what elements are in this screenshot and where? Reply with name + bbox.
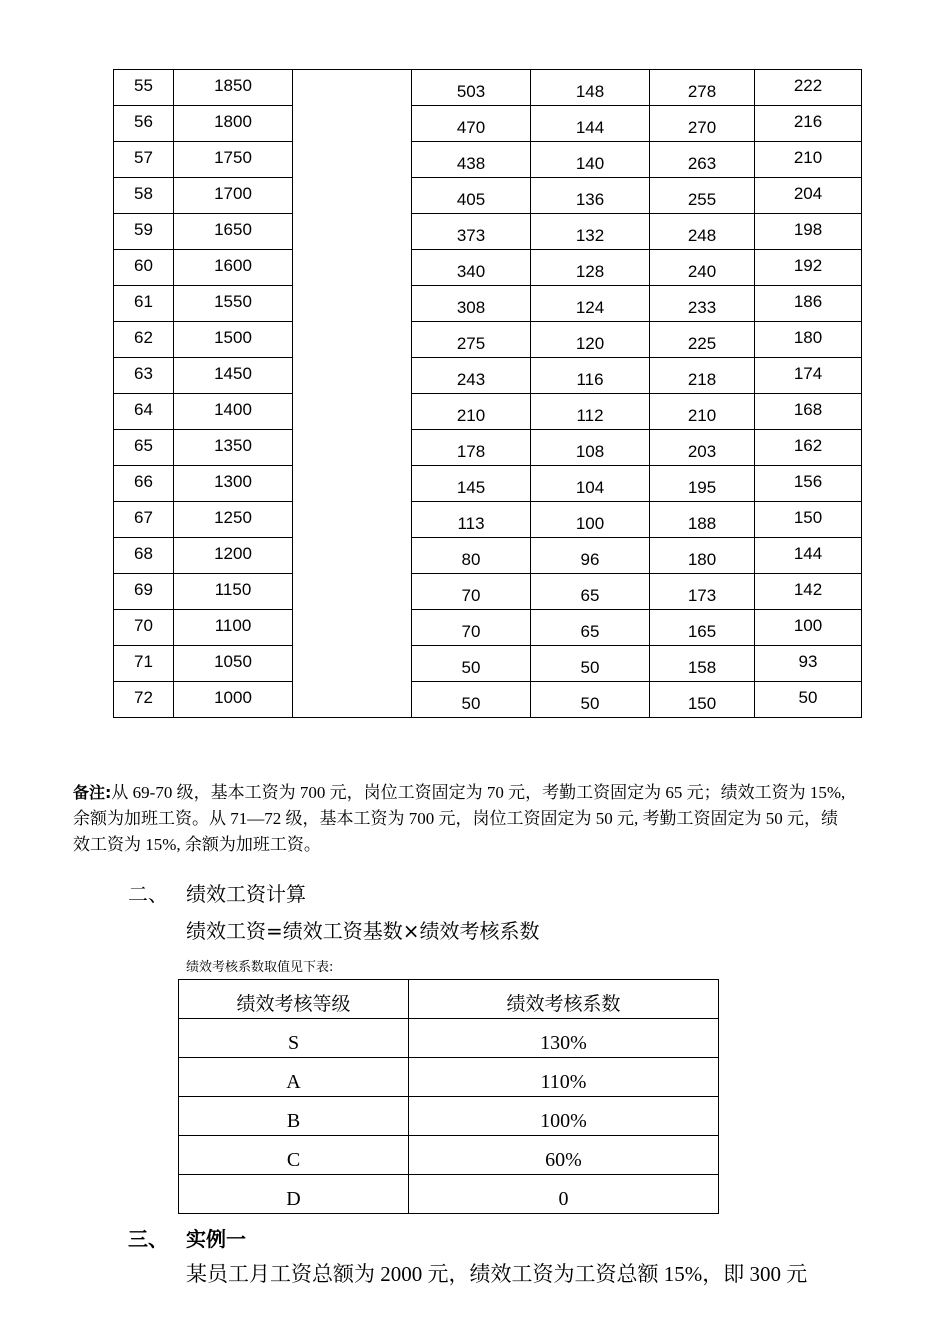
grade-cell: 71	[114, 646, 174, 682]
level-cell: S	[179, 1019, 409, 1058]
empty-cell	[293, 646, 412, 682]
value-cell: 50	[755, 682, 862, 718]
value-cell: 136	[531, 178, 650, 214]
total-cell: 1200	[174, 538, 293, 574]
value-cell: 218	[650, 358, 755, 394]
value-cell: 216	[755, 106, 862, 142]
value-cell: 100	[755, 610, 862, 646]
empty-cell	[293, 394, 412, 430]
empty-cell	[293, 574, 412, 610]
table-row	[114, 466, 862, 502]
empty-cell	[293, 286, 412, 322]
empty-cell	[293, 322, 412, 358]
value-cell: 243	[412, 358, 531, 394]
empty-cell	[293, 430, 412, 466]
coef-cell: 110%	[409, 1058, 719, 1097]
value-cell: 50	[412, 682, 531, 718]
coef-header-level: 绩效考核等级	[179, 980, 409, 1019]
formula-text: 绩效工资=绩效工资基数×绩效考核系数	[186, 919, 540, 943]
grade-cell: 59	[114, 214, 174, 250]
level-cell: B	[179, 1097, 409, 1136]
value-cell: 50	[412, 646, 531, 682]
value-cell: 198	[755, 214, 862, 250]
empty-cell	[293, 70, 412, 106]
table-row	[114, 682, 862, 718]
coef-header-coef: 绩效考核系数	[409, 980, 719, 1019]
value-cell: 116	[531, 358, 650, 394]
value-cell: 180	[650, 538, 755, 574]
table-row	[179, 1136, 719, 1175]
coefficient-table	[178, 979, 719, 1214]
total-cell: 1550	[174, 286, 293, 322]
value-cell: 233	[650, 286, 755, 322]
value-cell: 113	[412, 502, 531, 538]
grade-cell: 67	[114, 502, 174, 538]
value-cell: 438	[412, 142, 531, 178]
value-cell: 148	[531, 70, 650, 106]
value-cell: 255	[650, 178, 755, 214]
grade-cell: 64	[114, 394, 174, 430]
value-cell: 188	[650, 502, 755, 538]
empty-cell	[293, 610, 412, 646]
value-cell: 70	[412, 610, 531, 646]
value-cell: 263	[650, 142, 755, 178]
note-label: 备注:	[73, 783, 112, 802]
table-row	[114, 358, 862, 394]
value-cell: 162	[755, 430, 862, 466]
level-cell: A	[179, 1058, 409, 1097]
total-cell: 1750	[174, 142, 293, 178]
empty-cell	[293, 466, 412, 502]
value-cell: 100	[531, 502, 650, 538]
table-row	[114, 430, 862, 466]
value-cell: 340	[412, 250, 531, 286]
salary-grade-table	[113, 69, 862, 718]
value-cell: 128	[531, 250, 650, 286]
empty-cell	[293, 250, 412, 286]
grade-cell: 68	[114, 538, 174, 574]
value-cell: 142	[755, 574, 862, 610]
total-cell: 1150	[174, 574, 293, 610]
empty-cell	[293, 502, 412, 538]
total-cell: 1300	[174, 466, 293, 502]
value-cell: 278	[650, 70, 755, 106]
value-cell: 108	[531, 430, 650, 466]
table-row	[114, 142, 862, 178]
coef-cell: 0	[409, 1175, 719, 1214]
value-cell: 178	[412, 430, 531, 466]
section3-title: 实例一	[186, 1227, 246, 1251]
grade-cell: 70	[114, 610, 174, 646]
table-row	[114, 70, 862, 106]
total-cell: 1050	[174, 646, 293, 682]
value-cell: 158	[650, 646, 755, 682]
section2-number: 二、	[128, 882, 168, 906]
total-cell: 1450	[174, 358, 293, 394]
coef-table-header-row	[179, 980, 719, 1019]
empty-cell	[293, 538, 412, 574]
grade-cell: 60	[114, 250, 174, 286]
value-cell: 50	[531, 646, 650, 682]
value-cell: 186	[755, 286, 862, 322]
total-cell: 1100	[174, 610, 293, 646]
example-text: 某员工月工资总额为 2000 元，绩效工资为工资总额 15%，即 300 元	[186, 1262, 808, 1286]
value-cell: 192	[755, 250, 862, 286]
table-row	[114, 322, 862, 358]
value-cell: 204	[755, 178, 862, 214]
value-cell: 112	[531, 394, 650, 430]
value-cell: 156	[755, 466, 862, 502]
grade-cell: 63	[114, 358, 174, 394]
grade-cell: 66	[114, 466, 174, 502]
value-cell: 174	[755, 358, 862, 394]
value-cell: 132	[531, 214, 650, 250]
empty-cell	[293, 214, 412, 250]
value-cell: 104	[531, 466, 650, 502]
value-cell: 195	[650, 466, 755, 502]
total-cell: 1350	[174, 430, 293, 466]
grade-cell: 61	[114, 286, 174, 322]
value-cell: 80	[412, 538, 531, 574]
table-row	[114, 394, 862, 430]
value-cell: 210	[412, 394, 531, 430]
note-text: 从 69-70 级，基本工资为 700 元，岗位工资固定为 70 元，考勤工资固定为 65 元；绩效工资为 15%, 余额为加班工资。从 71—72 级，基本工资为 700 元，岗位工资固定为 50 元, 考勤工资固定为 50 元，绩效工资为 15%, 余额为加班工资。	[73, 783, 846, 854]
grade-cell: 56	[114, 106, 174, 142]
grade-cell: 62	[114, 322, 174, 358]
empty-cell	[293, 178, 412, 214]
value-cell: 65	[531, 610, 650, 646]
grade-cell: 57	[114, 142, 174, 178]
section2-title: 绩效工资计算	[186, 882, 306, 906]
empty-cell	[293, 106, 412, 142]
value-cell: 222	[755, 70, 862, 106]
value-cell: 120	[531, 322, 650, 358]
value-cell: 70	[412, 574, 531, 610]
table-row	[114, 286, 862, 322]
value-cell: 140	[531, 142, 650, 178]
value-cell: 470	[412, 106, 531, 142]
total-cell: 1800	[174, 106, 293, 142]
value-cell: 405	[412, 178, 531, 214]
value-cell: 150	[650, 682, 755, 718]
value-cell: 210	[650, 394, 755, 430]
total-cell: 1650	[174, 214, 293, 250]
value-cell: 225	[650, 322, 755, 358]
value-cell: 93	[755, 646, 862, 682]
value-cell: 168	[755, 394, 862, 430]
total-cell: 1250	[174, 502, 293, 538]
level-cell: C	[179, 1136, 409, 1175]
grade-cell: 69	[114, 574, 174, 610]
table-row	[114, 106, 862, 142]
value-cell: 50	[531, 682, 650, 718]
empty-cell	[293, 142, 412, 178]
total-cell: 1400	[174, 394, 293, 430]
grade-cell: 58	[114, 178, 174, 214]
note-paragraph	[73, 780, 853, 858]
table-row	[179, 1058, 719, 1097]
grade-cell: 65	[114, 430, 174, 466]
value-cell: 240	[650, 250, 755, 286]
value-cell: 275	[412, 322, 531, 358]
coef-cell: 60%	[409, 1136, 719, 1175]
total-cell: 1000	[174, 682, 293, 718]
table-row	[114, 610, 862, 646]
value-cell: 145	[412, 466, 531, 502]
table-row	[114, 214, 862, 250]
value-cell: 144	[531, 106, 650, 142]
coef-cell: 130%	[409, 1019, 719, 1058]
table-row	[114, 250, 862, 286]
table-row	[179, 1175, 719, 1214]
value-cell: 210	[755, 142, 862, 178]
value-cell: 144	[755, 538, 862, 574]
table-row	[179, 1019, 719, 1058]
value-cell: 203	[650, 430, 755, 466]
value-cell: 308	[412, 286, 531, 322]
level-cell: D	[179, 1175, 409, 1214]
table-row	[114, 502, 862, 538]
value-cell: 124	[531, 286, 650, 322]
total-cell: 1500	[174, 322, 293, 358]
table-row	[114, 646, 862, 682]
empty-cell	[293, 682, 412, 718]
value-cell: 503	[412, 70, 531, 106]
section3-number: 三、	[128, 1227, 168, 1251]
value-cell: 165	[650, 610, 755, 646]
coef-table-note: 绩效考核系数取值见下表:	[186, 960, 334, 975]
table-row	[114, 574, 862, 610]
value-cell: 65	[531, 574, 650, 610]
value-cell: 180	[755, 322, 862, 358]
total-cell: 1600	[174, 250, 293, 286]
value-cell: 96	[531, 538, 650, 574]
empty-cell	[293, 358, 412, 394]
table-row	[114, 538, 862, 574]
table-row	[179, 1097, 719, 1136]
total-cell: 1700	[174, 178, 293, 214]
coef-cell: 100%	[409, 1097, 719, 1136]
grade-cell: 72	[114, 682, 174, 718]
value-cell: 373	[412, 214, 531, 250]
value-cell: 248	[650, 214, 755, 250]
value-cell: 150	[755, 502, 862, 538]
value-cell: 173	[650, 574, 755, 610]
value-cell: 270	[650, 106, 755, 142]
table-row	[114, 178, 862, 214]
grade-cell: 55	[114, 70, 174, 106]
total-cell: 1850	[174, 70, 293, 106]
